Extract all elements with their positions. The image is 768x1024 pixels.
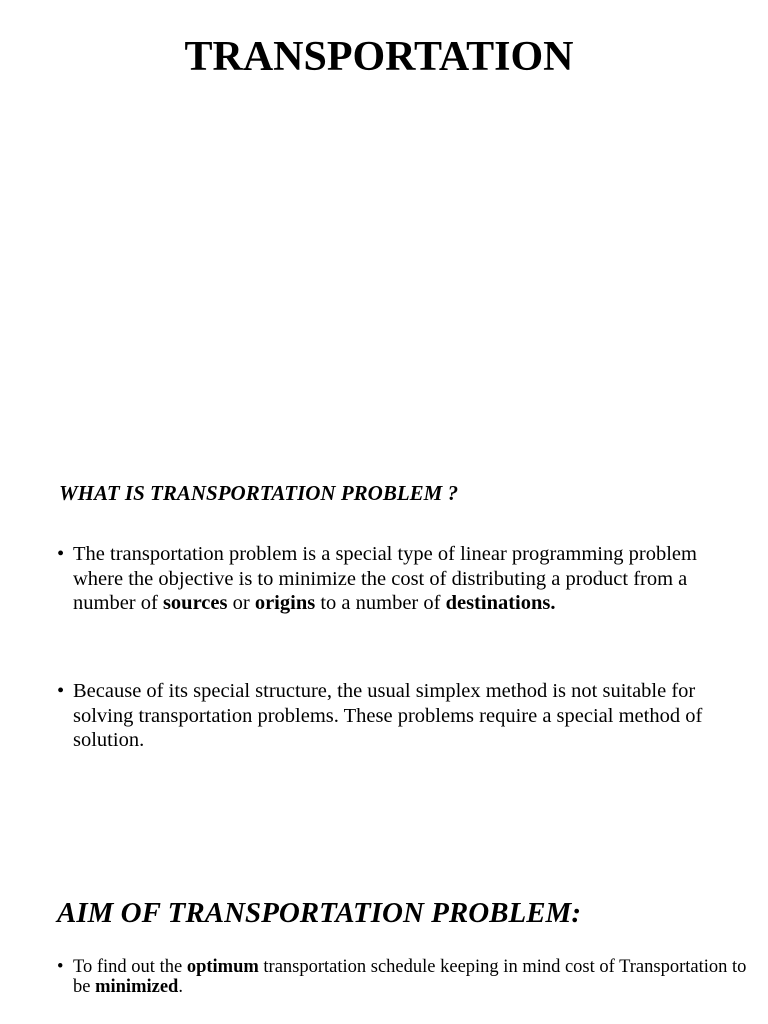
section-heading-aim: AIM OF TRANSPORTATION PROBLEM: (57, 897, 581, 929)
bullet-text: or (227, 592, 255, 614)
bold-term-sources: sources (162, 592, 228, 614)
bold-term-optimum: optimum (186, 957, 259, 977)
bold-term-destinations: destinations. (445, 592, 556, 614)
section-heading-what-is: WHAT IS TRANSPORTATION PROBLEM ? (59, 481, 459, 505)
bullet-text: The transportation problem is a special type of linear programming problem where the objective is to minimize the cost of distributing a product from a number of (73, 543, 697, 614)
bullet-text: . (178, 977, 183, 997)
list-item (57, 957, 747, 997)
bold-term-minimized: minimized (95, 977, 179, 997)
page-title: TRANSPORTATION (184, 34, 574, 80)
bullet-text: Because of its special structure, the usual simplex method is not suitable for solving transportation problems. These problems require a special method of solution. (73, 680, 703, 751)
aim-bullet-list (57, 957, 747, 997)
list-item (57, 679, 747, 753)
bullet-text: transportation schedule keeping in mind cost of Transportation to be (73, 957, 747, 997)
list-item (57, 542, 747, 616)
bold-term-origins: origins (254, 592, 316, 614)
bullet-icon: • (57, 543, 65, 565)
bullet-icon: • (57, 680, 65, 702)
bullet-text: To find out the (73, 957, 187, 977)
structure-bullet-list (57, 679, 747, 753)
bullet-icon: • (57, 957, 64, 977)
bullet-text: to a number of (315, 592, 446, 614)
definition-bullet-list (57, 542, 747, 616)
